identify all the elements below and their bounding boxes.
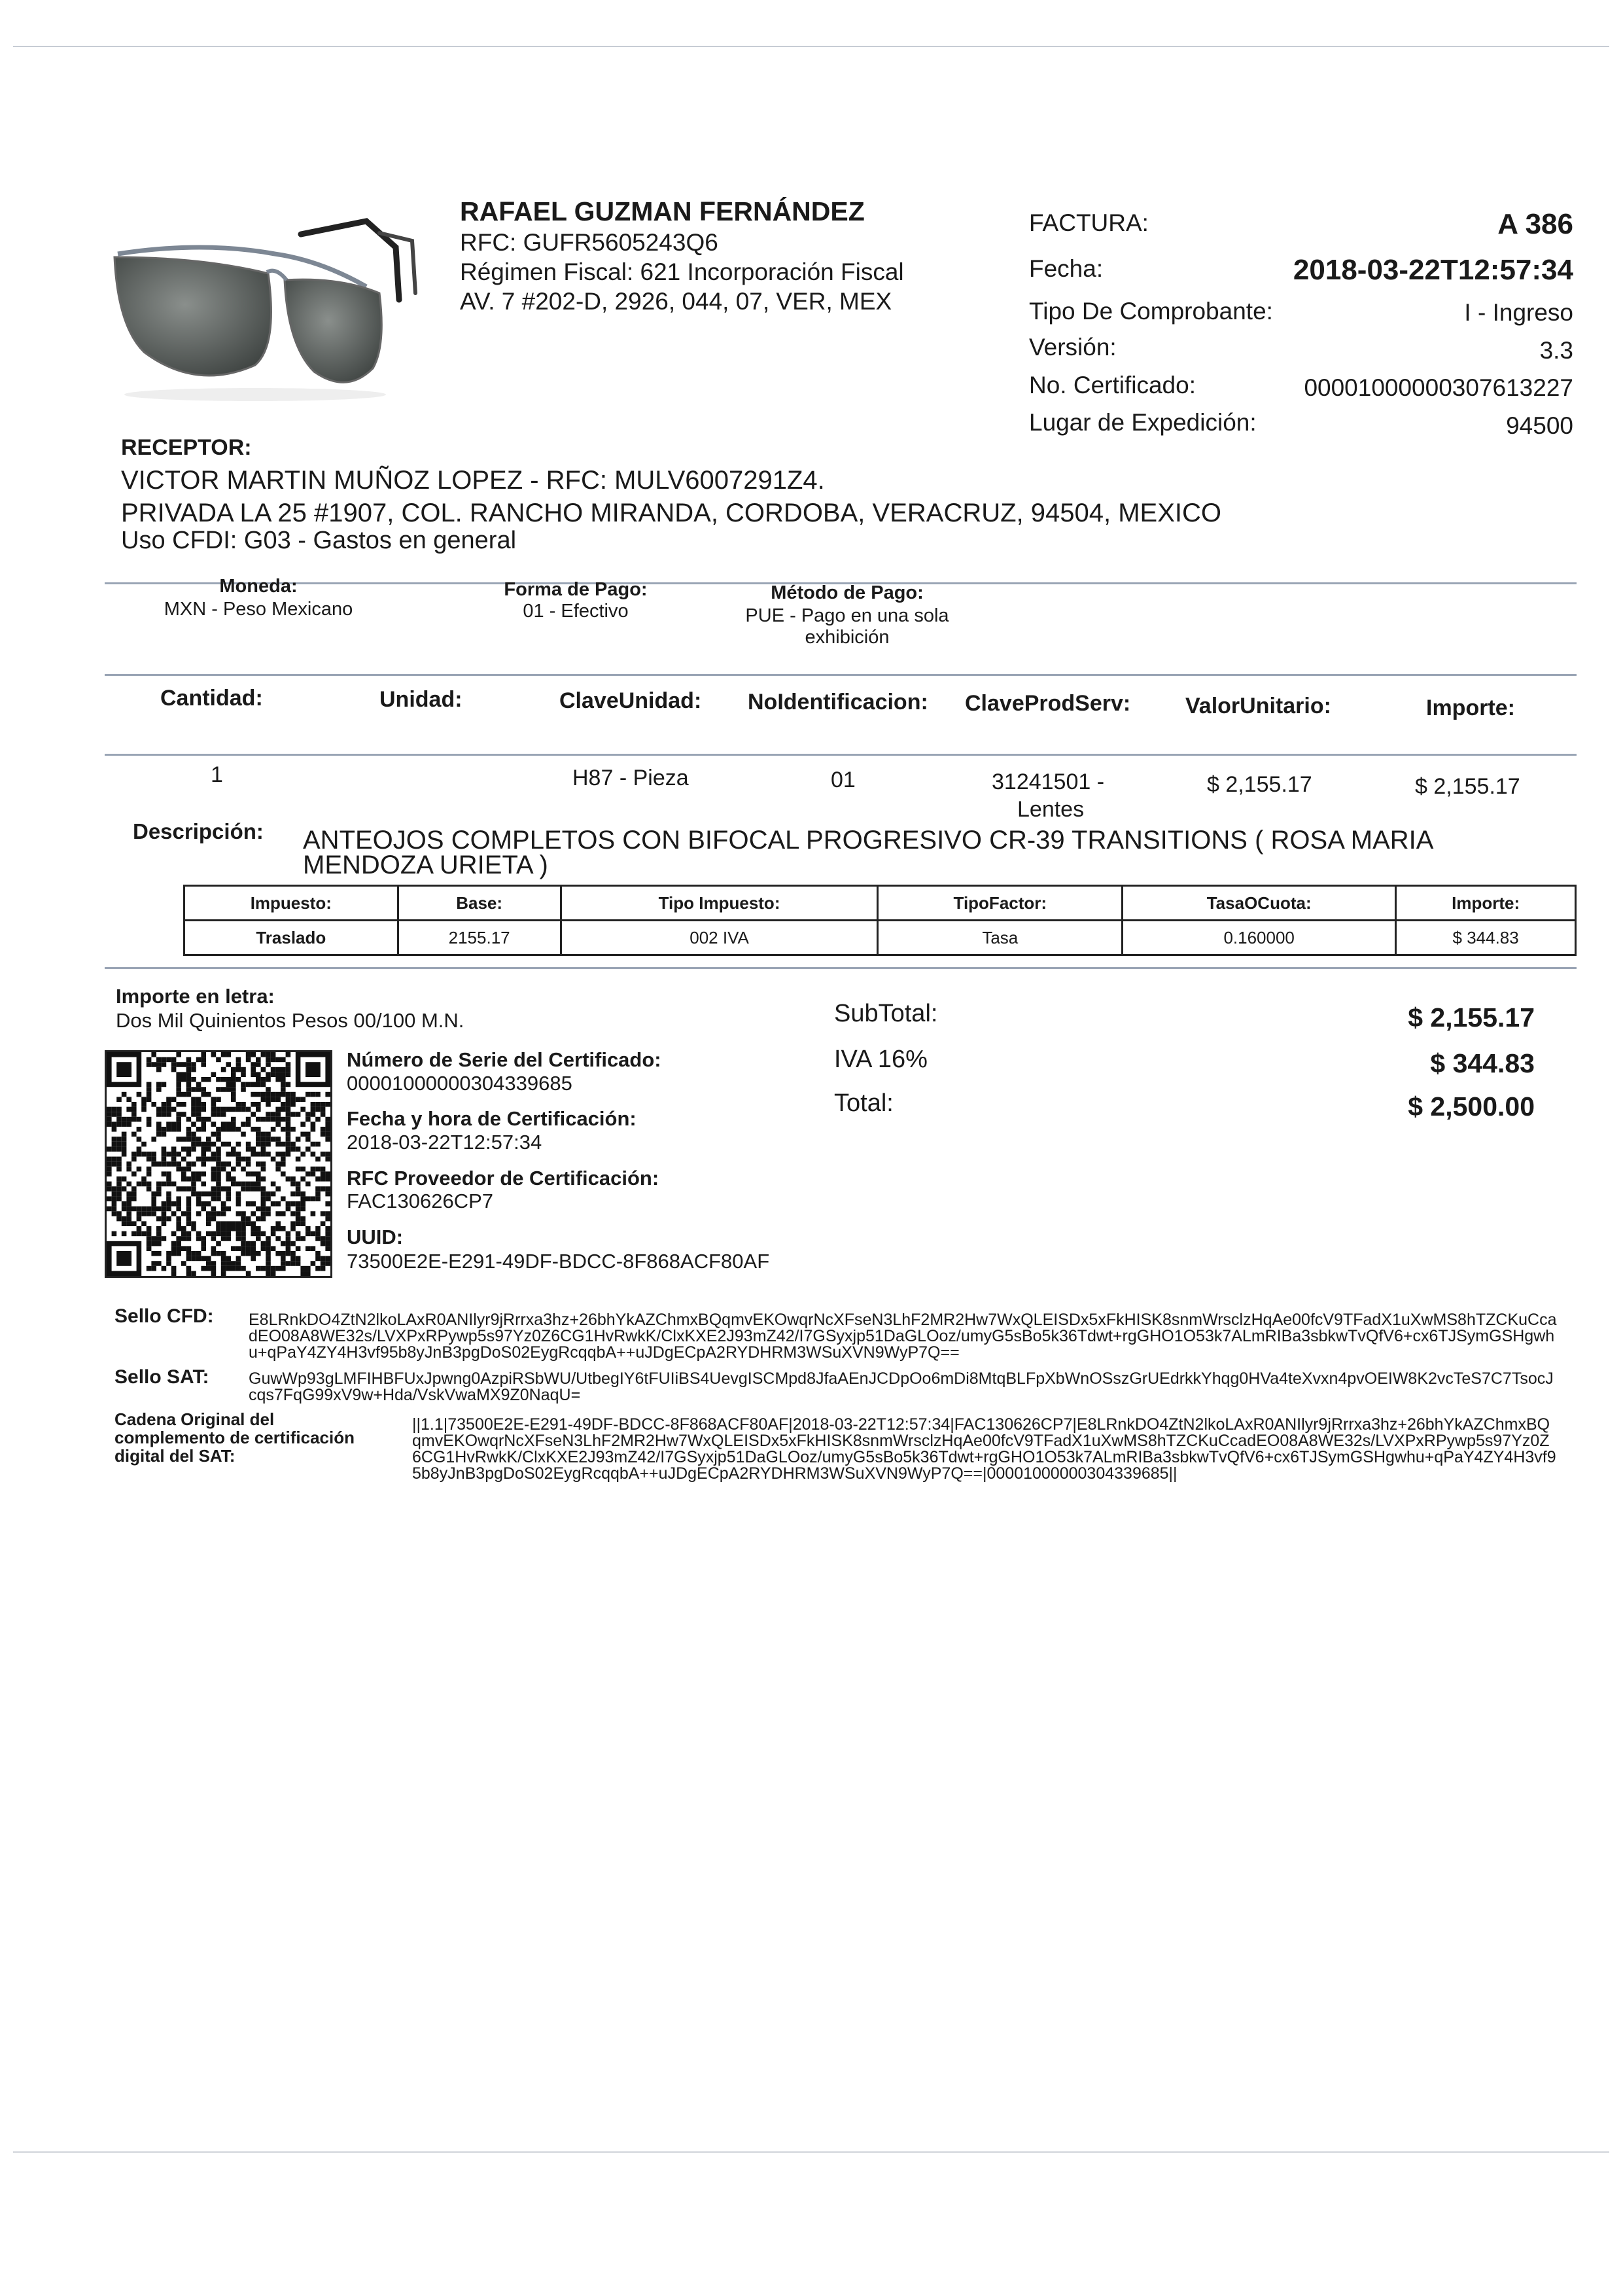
col-valor-unitario: ValorUnitario: [1185,694,1331,718]
emisor-address: AV. 7 #202-D, 2926, 044, 07, VER, MEX [460,288,892,315]
col-unidad: Unidad: [379,687,462,712]
emisor-rfc: RFC: GUFR5605243Q6 [460,229,718,256]
tipo-comprobante-value: I - Ingreso [1464,299,1573,326]
cadena-label-line1: Cadena Original del [114,1409,275,1429]
scan-edge-top [13,46,1609,47]
tax-base: 2155.17 [398,921,561,955]
rfc-proveedor-value: FAC130626CP7 [347,1190,494,1212]
lugar-expedicion-value: 94500 [1506,412,1573,439]
no-certificado-label: No. Certificado: [1029,372,1196,398]
cadena-label-line3: digital del SAT: [114,1446,236,1466]
cadena-original-label [114,1410,355,1465]
row-clave-unidad: H87 - Pieza [572,766,689,790]
divider-2 [105,674,1577,676]
divider-4 [105,967,1577,969]
forma-pago-value: 01 - Efectivo [523,601,629,622]
tax-tipo-impuesto: 002 IVA [561,921,878,955]
sello-sat-value: GuwWp93gLMFIHBFUxJpwng0AzpiRSbWU/UtbegIY6tFUIiBS4UevgISCMpd8JfaAEnJCDpOo6mDi8MtqBLFpXbWnOSszGrUEdrkkYhqg0HVa4teXvxn4pvOEIW8K2vcTeS7C7TsocJcqs7FqG99xV9w+Hda/VskVwaMX9Z0NaqU= [249,1371,1554,1404]
descripcion-line1: ANTEOJOS COMPLETOS CON BIFOCAL PROGRESIVO CR-39 TRANSITIONS ( ROSA MARIA [303,826,1434,855]
no-certificado-value: 00001000000307613227 [1304,374,1573,401]
sunglasses-image [105,195,438,404]
col-cantidad: Cantidad: [160,686,263,711]
importe-letra-value: Dos Mil Quinientos Pesos 00/100 M.N. [116,1009,464,1032]
moneda-label: Moneda: [219,576,298,597]
impuestos-table [183,885,1577,956]
iva-value: $ 344.83 [1430,1048,1535,1078]
cadena-label-line2: complemento de certificación [114,1428,355,1447]
forma-pago-label: Forma de Pago: [504,579,648,600]
col-clave-unidad: ClaveUnidad: [559,688,702,713]
divider-3 [105,754,1577,756]
tipo-comprobante-label: Tipo De Comprobante: [1029,298,1273,325]
fecha-certificacion-label: Fecha y hora de Certificación: [347,1107,637,1130]
version-value: 3.3 [1539,337,1573,364]
subtotal-value: $ 2,155.17 [1408,1002,1535,1033]
receptor-address: PRIVADA LA 25 #1907, COL. RANCHO MIRANDA, CORDOBA, VERACRUZ, 94504, MEXICO [121,499,1222,527]
impuestos-header-row [184,886,1576,921]
row-valor-unitario: $ 2,155.17 [1207,772,1312,797]
importe-letra-label: Importe en letra: [116,985,275,1008]
tax-header-impuesto: Impuesto: [184,886,398,921]
tax-header-importe: Importe: [1396,886,1576,921]
total-label: Total: [834,1089,894,1117]
tax-importe: $ 344.83 [1396,921,1576,955]
cadena-original-value: ||1.1|73500E2E-E291-49DF-BDCC-8F868ACF80AF|2018-03-22T12:57:34|FAC130626CP7|E8LRnkDO4ZtN2lkoLAxR0ANIlyr9jRrrxa3hz+26bhYkAZChmxBQqmvEKOwqrNcXFseN3LhF2MR2Hw7WxQLEISDx5xFkHISK8snmWrsclzHqAe00fcV9TFadX1uXwMS8hTZCKuCcadEO08A8WE32s/LVXPxRPywp5s97Yz0Z6CG1HvRwkK/ClxKXE2J93mZ42/I7GSyxjp51DaGLOoz/umyG5sBo5k36Tdwt+rgGHO1O53k7ALmRIBa3sbkwTvQfV6+cx6TJSymGSHgwhu+qPaY4ZY4H3vf95b8yJnB3pgDoS02EygRcqqbA++uJDgECpA2RYDHRM3WSuXVN9WyP7Q==|00001000000304339685|| [412,1417,1556,1483]
tax-header-tipo-impuesto: Tipo Impuesto: [561,886,878,921]
row-clave-prod-desc: Lentes [1017,797,1085,822]
row-clave-prod: 31241501 - [992,769,1105,794]
emisor-name: RAFAEL GUZMAN FERNÁNDEZ [460,196,865,226]
col-importe: Importe: [1426,696,1515,720]
tax-impuesto: Traslado [184,921,398,955]
fecha-certificacion-value: 2018-03-22T12:57:34 [347,1131,542,1154]
metodo-pago-label: Método de Pago: [771,582,924,603]
metodo-pago-value-line2: exhibición [805,627,890,648]
descripcion-line2: MENDOZA URIETA ) [303,851,548,879]
tax-header-tasa-cuota: TasaOCuota: [1123,886,1396,921]
receptor-label: RECEPTOR: [121,435,252,460]
tax-header-base: Base: [398,886,561,921]
receptor-uso-cfdi: Uso CFDI: G03 - Gastos en general [121,527,517,554]
qr-code [105,1050,332,1278]
tax-tipo-factor: Tasa [878,921,1123,955]
impuestos-row [184,921,1576,955]
fecha-value: 2018-03-22T12:57:34 [1293,254,1573,286]
lugar-expedicion-label: Lugar de Expedición: [1029,409,1257,436]
tax-header-tipo-factor: TipoFactor: [878,886,1123,921]
rfc-proveedor-label: RFC Proveedor de Certificación: [347,1167,659,1190]
fecha-label: Fecha: [1029,255,1104,282]
row-importe: $ 2,155.17 [1415,774,1520,799]
row-no-identificacion: 01 [831,768,856,792]
moneda-value: MXN - Peso Mexicano [164,599,353,620]
subtotal-label: SubTotal: [834,1000,938,1027]
iva-label: IVA 16% [834,1046,928,1073]
uuid-value: 73500E2E-E291-49DF-BDCC-8F868ACF80AF [347,1250,770,1273]
sello-cfd-label: Sello CFD: [114,1305,214,1327]
scan-edge-bottom [13,2151,1609,2153]
total-value: $ 2,500.00 [1408,1091,1535,1122]
receptor-name: VICTOR MARTIN MUÑOZ LOPEZ - RFC: MULV6007291Z4. [121,466,825,495]
sello-sat-label: Sello SAT: [114,1366,209,1388]
serie-certificado-label: Número de Serie del Certificado: [347,1048,661,1071]
col-no-identificacion: NoIdentificacion: [748,690,928,715]
tax-tasa-cuota: 0.160000 [1123,921,1396,955]
sello-cfd-value: E8LRnkDO4ZtN2lkoLAxR0ANIlyr9jRrrxa3hz+26bhYkAZChmxBQqmvEKOwqrNcXFseN3LhF2MR2Hw7WxQLEISDx5xFkHISK8snmWrsclzHqAe00fcV9TFadX1uXwMS8hTZCKuCcadEO08A8WE32s/LVXPxRPywp5s97Yz0Z6CG1HvRwkK/ClxKXE2J93mZ42/I7GSyxjp51DaGLOoz/umyG5sBo5k36Tdwt+rgGHO1O53k7ALmRIBa3sbkwTvQfV6+cx6TJSymGSHgwhu+qPaY4ZY4H3vf95b8yJnB3pgDoS02EygRcqqbA++uJDgECpA2RYDHRM3WSuXVN9WyP7Q== [249,1312,1557,1361]
version-label: Versión: [1029,334,1117,361]
row-cantidad: 1 [211,762,223,787]
col-clave-prod-serv: ClaveProdServ: [965,691,1131,716]
emisor-regimen: Régimen Fiscal: 621 Incorporación Fiscal [460,258,904,285]
factura-label: FACTURA: [1029,209,1149,236]
metodo-pago-value: PUE - Pago en una sola [745,605,949,626]
descripcion-label: Descripción: [133,819,264,843]
uuid-label: UUID: [347,1226,404,1248]
serie-certificado-value: 00001000000304339685 [347,1072,572,1095]
factura-number: A 386 [1497,208,1573,240]
